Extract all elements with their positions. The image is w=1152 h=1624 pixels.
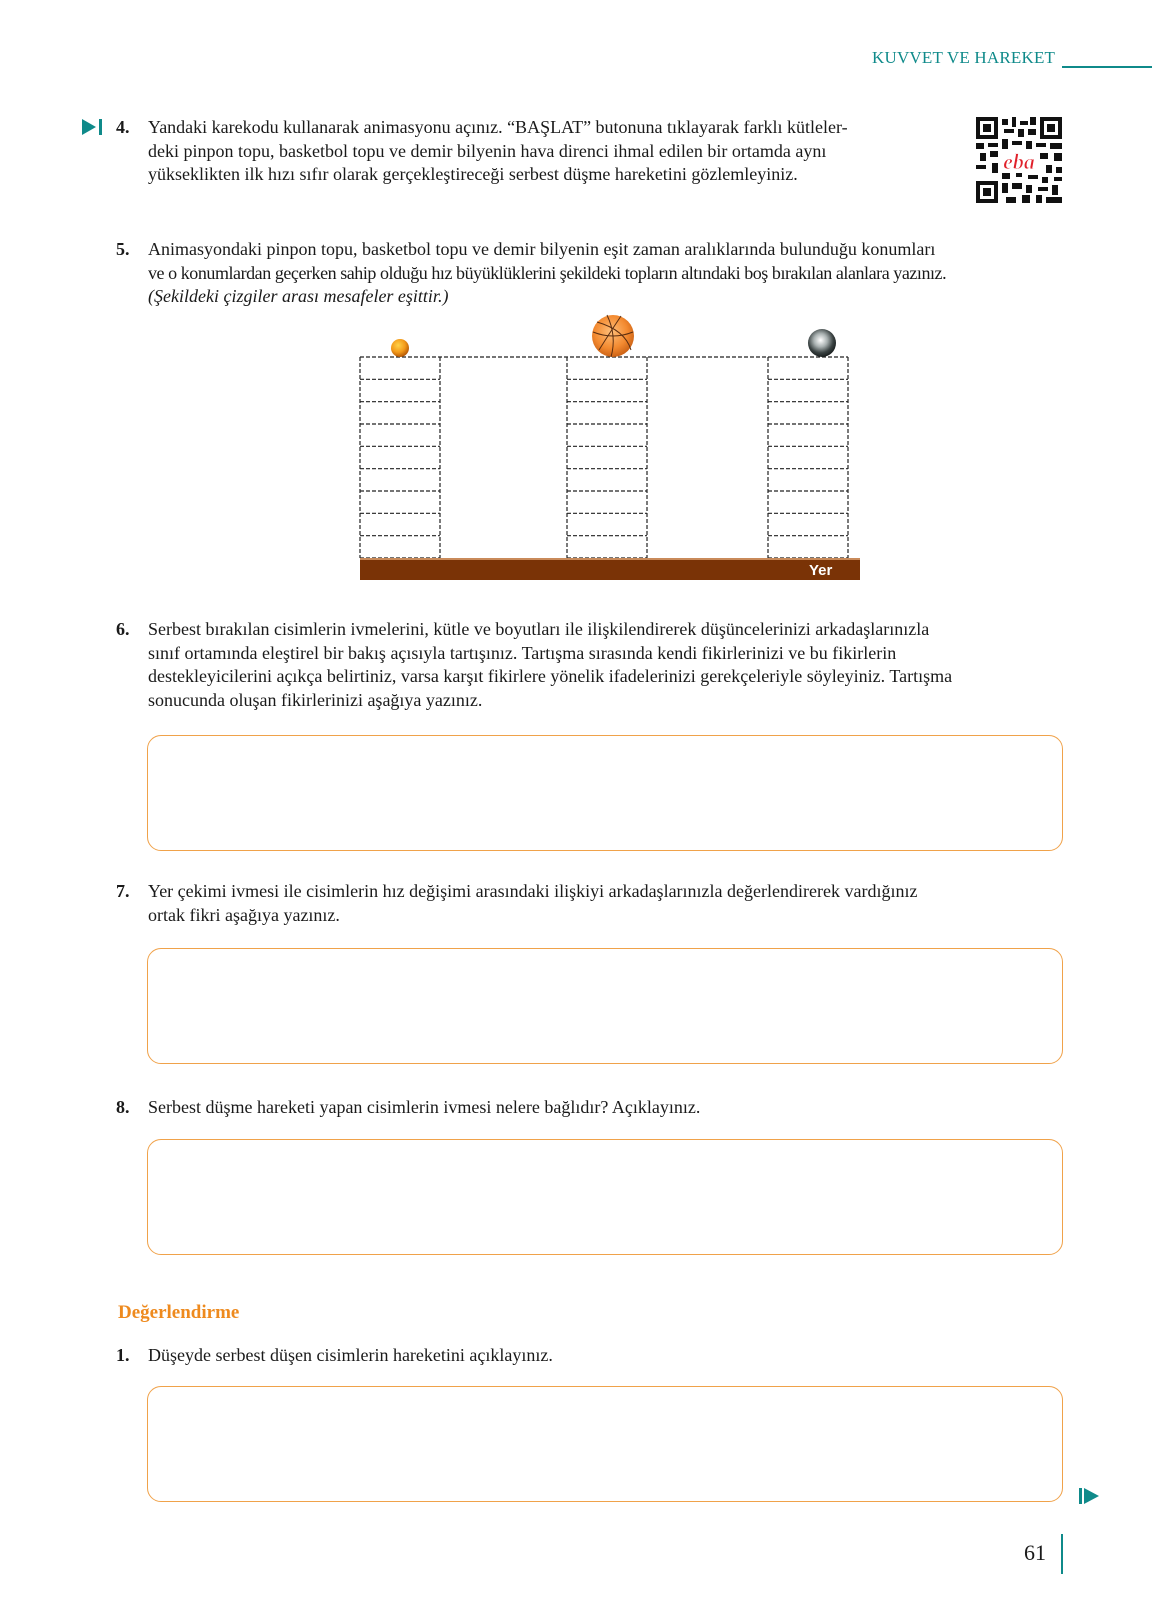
qr-code-icon[interactable] bbox=[976, 117, 1062, 203]
answer-box-q8[interactable] bbox=[147, 1139, 1063, 1255]
question-text: ve o konumlardan geçerken sahip olduğu hız büyüklüklerini şekildeki topların altındaki boş bırakılan alanlara yazınız. bbox=[148, 262, 947, 283]
next-page-icon[interactable] bbox=[1079, 1487, 1101, 1505]
section-title-evaluation: Değerlendirme bbox=[118, 1302, 240, 1323]
question-number: 4. bbox=[116, 117, 130, 137]
question-number: 7. bbox=[116, 881, 130, 901]
question-text: Serbest düşme hareketi yapan cisimlerin ivmesi nelere bağlıdır? Açıklayınız. bbox=[148, 1097, 701, 1117]
question-text: Animasyondaki pinpon topu, basketbol topu ve demir bilyenin eşit zaman aralıklarında bulunduğu konumları bbox=[148, 239, 936, 259]
question-number: 5. bbox=[116, 239, 130, 259]
answer-box-q7[interactable] bbox=[147, 948, 1063, 1064]
ground bbox=[360, 558, 860, 580]
question-7 bbox=[116, 880, 1066, 927]
page-number-rule bbox=[1061, 1534, 1063, 1574]
free-fall-diagram bbox=[355, 310, 865, 580]
page-number: 61 bbox=[1024, 1540, 1046, 1565]
question-text: yükseklikten ilk hızı sıfır olarak gerçekleştireceği serbest düşme hareketini gözlemleyiniz. bbox=[148, 164, 798, 184]
ping-pong-ball bbox=[391, 339, 409, 357]
ground-label: Yer bbox=[809, 562, 833, 579]
question-text: deki pinpon topu, basketbol topu ve demir bilyenin hava direnci ihmal edilen bir ortamda aynı bbox=[148, 140, 827, 161]
question-number: 6. bbox=[116, 619, 130, 639]
question-6 bbox=[116, 618, 1066, 712]
question-number: 8. bbox=[116, 1097, 130, 1117]
question-text: Yer çekimi ivmesi ile cisimlerin hız değişimi arasındaki ilişkiyi arkadaşlarınızla değerlendirerek vardığınız bbox=[148, 881, 918, 901]
running-head: KUVVET VE HAREKET bbox=[872, 48, 1056, 67]
question-8 bbox=[116, 1096, 1066, 1120]
question-4 bbox=[116, 116, 1066, 187]
question-text: Serbest bırakılan cisimlerin ivmelerini, kütle ve boyutları ile ilişkilendirerek düşüncelerinizi arkadaşlarınızla bbox=[148, 619, 930, 639]
question-text: ortak fikri aşağıya yazınız. bbox=[148, 904, 340, 925]
evaluation-question-1 bbox=[116, 1344, 1066, 1368]
question-text: Düşeyde serbest düşen cisimlerin hareketini açıklayınız. bbox=[148, 1345, 553, 1365]
question-text: sınıf ortamında eleştirel bir bakış açısıyla tartışınız. Tartışma sırasında kendi fikirlerinizi ve bu fikirlerin bbox=[148, 642, 897, 663]
play-step-icon bbox=[82, 118, 104, 136]
basketball bbox=[592, 315, 634, 357]
question-number: 1. bbox=[116, 1345, 130, 1365]
question-text: sonucunda oluşan fikirlerinizi aşağıya yazınız. bbox=[148, 689, 483, 710]
question-note: (Şekildeki çizgiler arası mesafeler eşittir.) bbox=[148, 286, 449, 306]
column-iron-ball bbox=[768, 357, 848, 558]
answer-box-evaluation-1[interactable] bbox=[147, 1386, 1063, 1502]
column-basketball bbox=[567, 357, 647, 558]
iron-ball bbox=[808, 329, 836, 357]
column-ping-pong bbox=[360, 357, 440, 558]
answer-box-q6[interactable] bbox=[147, 735, 1063, 851]
question-5 bbox=[116, 238, 1066, 309]
question-text: Yandaki karekodu kullanarak animasyonu açınız. “BAŞLAT” butonuna tıklayarak farklı kütleler- bbox=[148, 117, 848, 137]
qr-brand-label: eba bbox=[1003, 149, 1035, 174]
header-rule bbox=[1062, 66, 1152, 68]
question-text: destekleyicilerini açıkça belirtiniz, varsa karşıt fikirlere yönelik ifadelerinizi gerekçeleriyle söyleyiniz. Tartışma bbox=[148, 666, 953, 686]
